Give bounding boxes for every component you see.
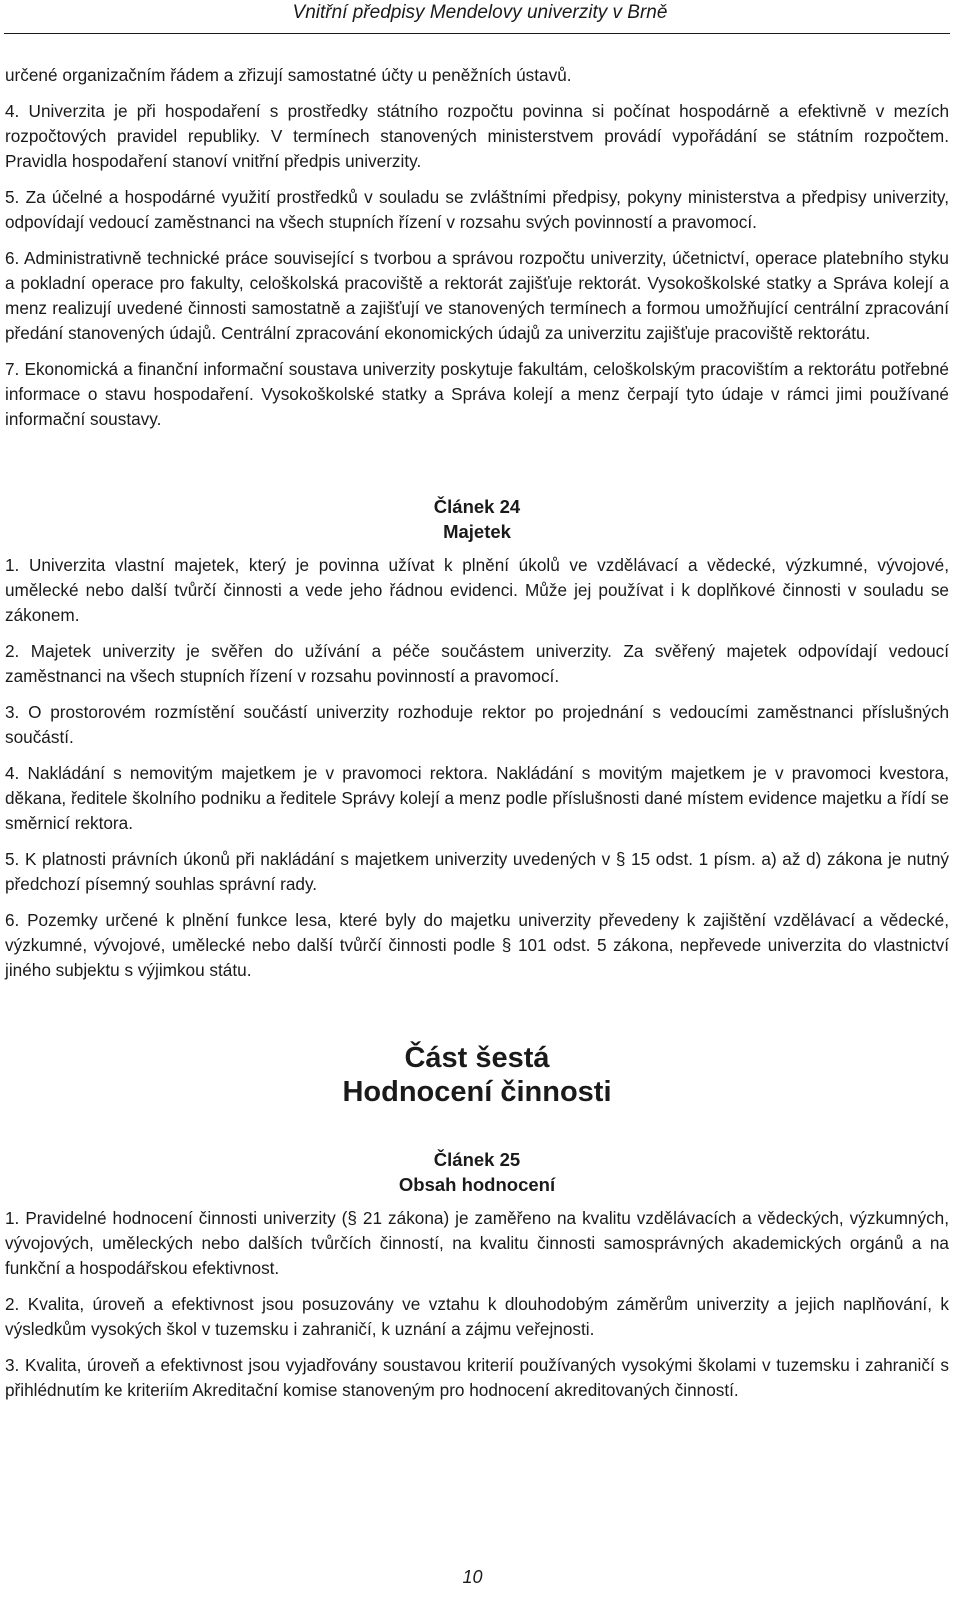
header-divider	[4, 33, 950, 34]
article-24-paragraph-3: 3. O prostorovém rozmístění součástí univerzity rozhoduje rektor po projednání s vedoucími zaměstnanci příslušných součástí.	[5, 702, 949, 747]
article-24-heading	[5, 494, 949, 544]
page-number: 10	[462, 1567, 483, 1587]
article-title: Majetek	[443, 521, 511, 542]
running-header: Vnitřní předpisy Mendelovy univerzity v Brně	[292, 2, 668, 23]
document-body	[5, 63, 949, 1414]
article-title: Obsah hodnocení	[398, 1174, 556, 1195]
article-25-paragraph-2: 2. Kvalita, úroveň a efektivnost jsou posuzovány ve vztahu k dlouhodobým záměrům univerzity a jejich naplňování, k výsledkům vysokých škol v tuzemsku i zahraničí, k uznání a zájmu veřejnosti.	[5, 1294, 949, 1339]
article-24-paragraph-1: 1. Univerzita vlastní majetek, který je povinna užívat k plnění úkolů ve vzdělávací a vědecké, výzkumné, vývojové, umělecké nebo další tvůrčí činnosti a vede jeho řádnou evidenci. Může jej používat i k doplňkové činnosti v souladu se zákonem.	[5, 555, 949, 625]
paragraph-4: 4. Univerzita je při hospodaření s prostředky státního rozpočtu povinna si počínat hospodárně a efektivně v mezích rozpočtových pravidel republiky. V termínech stanovených ministerstvem provádí vypořádání se státním rozpočtem. Pravidla hospodaření stanoví vnitřní předpis univerzity.	[5, 101, 949, 171]
part-title: Hodnocení činnosti	[342, 1076, 612, 1108]
article-number: Článek 24	[433, 496, 521, 517]
article-25-paragraph-3: 3. Kvalita, úroveň a efektivnost jsou vyjadřovány soustavou kriterií používaných vysokými školami v tuzemsku i zahraničí s přihlédnutím ke kriteriím Akreditační komise stanoveným pro hodnocení akreditovaných činností.	[5, 1355, 949, 1400]
paragraph-5: 5. Za účelné a hospodárné využití prostředků v souladu se zvláštními předpisy, pokyny ministerstva a předpisy univerzity, odpovídají vedoucí zaměstnanci na všech stupních řízení v rozsahu svých povinností a pravomocí.	[5, 187, 949, 232]
article-24-paragraph-5: 5. K platnosti právních úkonů při nakládání s majetkem univerzity uvedených v § 15 odst. 1 písm. a) až d) zákona je nutný předchozí písemný souhlas správní rady.	[5, 849, 949, 894]
article-number: Článek 25	[433, 1149, 521, 1170]
article-25-paragraph-1: 1. Pravidelné hodnocení činnosti univerzity (§ 21 zákona) je zaměřeno na kvalitu vzdělávacích a vědeckých, výzkumných, vývojových, uměleckých nebo dalších tvůrčích činností, na kvalitu činnosti samosprávných akademických orgánů a na funkční a hospodářskou efektivnost.	[5, 1208, 949, 1278]
article-25-heading	[5, 1147, 949, 1197]
article-24-paragraph-6: 6. Pozemky určené k plnění funkce lesa, které byly do majetku univerzity převedeny k zajištění vzdělávací a vědecké, výzkumné, vývojové, umělecké nebo další tvůrčí činnosti podle § 101 odst. 5 zákona, nepřevede univerzita do vlastnictví jiného subjektu s výjimkou státu.	[5, 910, 949, 980]
part-6-heading	[5, 1041, 949, 1109]
paragraph-6: 6. Administrativně technické práce související s tvorbou a správou rozpočtu univerzity, účetnictví, operace platebního styku a pokladní operace pro fakulty, celoškolská pracoviště a rektorát zajišťuje rektorát. Vysokoškolské statky a Správa kolejí a menz realizují uvedené činnosti samostatně a zajišťují ve stanovených termínech a formou umožňující centrální zpracování předání stanovených údajů. Centrální zpracování ekonomických údajů za univerzitu zajišťuje pracoviště rektorátu.	[5, 248, 949, 343]
part-number: Část šestá	[404, 1042, 550, 1074]
paragraph-7: 7. Ekonomická a finanční informační soustava univerzity poskytuje fakultám, celoškolským pracovištím a rektorátu potřebné informace o stavu hospodaření. Vysokoškolské statky a Správa kolejí a menz čerpají tyto údaje v rámci jimi používané informační soustavy.	[5, 359, 949, 429]
article-24-paragraph-4: 4. Nakládání s nemovitým majetkem je v pravomoci rektora. Nakládání s movitým majetkem je v pravomoci kvestora, děkana, ředitele školního podniku a ředitele Správy kolejí a menz podle příslušnosti dané místem evidence majetku a řídí se směrnicí rektora.	[5, 763, 949, 833]
article-24-paragraph-2: 2. Majetek univerzity je svěřen do užívání a péče součástem univerzity. Za svěřený majetek odpovídají vedoucí zaměstnanci na všech stupních řízení v rozsahu povinností a pravomocí.	[5, 641, 949, 686]
paragraph-continuation: určené organizačním řádem a zřizují samostatné účty u peněžních ústavů.	[5, 65, 572, 85]
